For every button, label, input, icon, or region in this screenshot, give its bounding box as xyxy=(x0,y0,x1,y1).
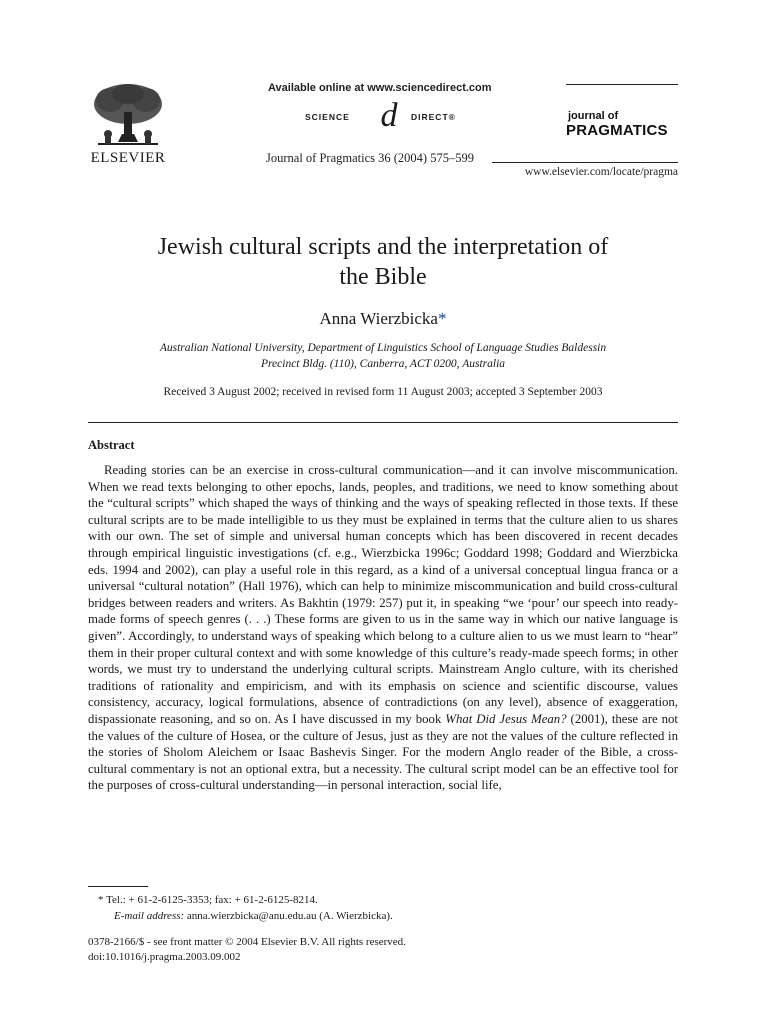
abstract-text-part-2: (2001), these are not the values of the culture of Hosea, or the culture of Jesus, just as they are not the values of the culture reflected in the stories of Sholom Aleichem or Isaac Bashevis Singer. For the modern Anglo reader of the Bible, a cross-cultural commentary is not an optional extra, but a necessity. The cultural script model can be an effective tool for the purposes of cross-cultural understanding—in personal interaction, social life, xyxy=(88,711,678,793)
abstract-heading: Abstract xyxy=(88,438,135,452)
footnote-rule xyxy=(88,886,148,887)
title-line-1: Jewish cultural scripts and the interpretation of xyxy=(157,234,609,260)
journal-logo-small: journal of xyxy=(568,110,619,122)
copyright-block xyxy=(88,935,678,965)
email-label: E-mail address: xyxy=(114,910,185,922)
affiliation-line-1: Australian National University, Department of Linguistics School of Language Studies Baldessin xyxy=(159,342,607,354)
sciencedirect-right-word: DIRECT® xyxy=(411,112,456,122)
article-dates: Received 3 August 2002; received in revised form 11 August 2003; accepted 3 September 2003 xyxy=(163,386,603,398)
journal-logo-big: PRAGMATICS xyxy=(566,122,668,139)
author-name: Anna Wierzbicka xyxy=(319,309,438,328)
sciencedirect-left-word: SCIENCE xyxy=(305,112,350,122)
affiliation-line-2: Precinct Bldg. (110), Canberra, ACT 0200, Australia xyxy=(260,358,506,370)
copyright-line: 0378-2166/$ - see front matter © 2004 Elsevier B.V. All rights reserved. xyxy=(88,936,406,948)
footnote-contact: * Tel.: + 61-2-6125-3353; fax: + 61-2-6125-8214. xyxy=(98,894,318,906)
footnote xyxy=(88,892,678,924)
journal-url[interactable]: www.elsevier.com/locate/pragma xyxy=(524,166,678,178)
abstract-text xyxy=(88,462,678,794)
journal-logo xyxy=(566,84,678,144)
abstract-top-rule xyxy=(88,422,678,423)
abstract-paragraph xyxy=(88,462,678,794)
sciencedirect-availability: Available online at www.sciencedirect.com xyxy=(268,82,492,94)
email-value[interactable]: anna.wierzbicka@anu.edu.au (A. Wierzbicka). xyxy=(184,910,393,922)
journal-citation: Journal of Pragmatics 36 (2004) 575–599 xyxy=(266,151,474,165)
affiliation xyxy=(108,340,658,372)
sciencedirect-at-glyph: d xyxy=(380,97,398,134)
doi-line[interactable]: doi:10.1016/j.pragma.2003.09.002 xyxy=(88,951,241,963)
sciencedirect-logo xyxy=(305,97,495,134)
journal-logo-rule xyxy=(566,84,678,85)
page-header xyxy=(0,0,768,190)
abstract-text-part-1: Reading stories can be an exercise in cross-cultural communication—and it can involve miscommunication. When we read texts belonging to other epochs, lands, peoples, and traditions, we need to know something about the “cultural scripts” which shaped the ways of thinking and the ways of speaking reflected in those texts. If these cultural scripts are to be made intelligible to us they must be explained in terms that the culture alien to us shares with our own. The set of simple and universal human concepts which has been discovered in recent decades through empirical linguistic investigations (cf. e.g., Wierzbicka 1996c; Goddard 1998; Goddard and Wierzbicka eds. 1994 and 2002), can play a useful role in this regard, as a kind of a universal conceptual lingua franca or a universal “cultural notation” (Hall 1976), which can help to minimize miscommunication and build cross-cultural bridges between readers and writers. As Bakhtin (1979: 257) put it, in speaking “we ‘pour’ our speech into ready-made forms of speech genres (. . .) These forms are given to us in the same way in which our native language is given”. Accordingly, to understand ways of speaking which belong to a culture alien to us we must learn to “hear” them in their proper cultural context and with some knowledge of this culture’s ready-made speech forms; in other words, we must try to understand the underlying cultural scripts. Mainstream Anglo culture, with its cherished traditions of rationality and empiricism, and with its emphasis on science and scientific discourse, values consistency, accuracy, logical formulations, absence of contradictions (on any level), absence of exaggeration, dispassionate reasoning, and so on. As I have discussed in my book xyxy=(88,463,678,726)
footnote-email xyxy=(88,908,678,924)
author-footnote-mark[interactable]: * xyxy=(437,309,447,328)
abstract-book-title: What Did Jesus Mean? xyxy=(445,711,567,726)
header-rule xyxy=(492,162,678,163)
article-title xyxy=(88,232,678,292)
publisher-name: ELSEVIER xyxy=(90,150,166,166)
title-line-2: the Bible xyxy=(339,264,427,290)
author xyxy=(88,309,678,329)
